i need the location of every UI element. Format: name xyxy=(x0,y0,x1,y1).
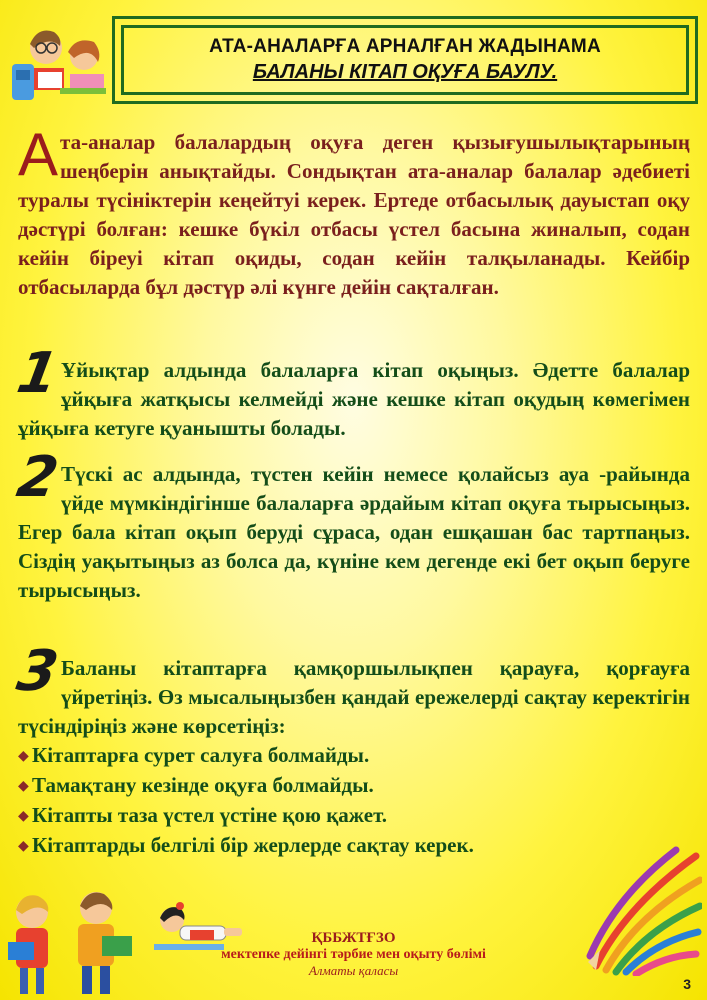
drop-cap: А xyxy=(18,121,59,188)
tip-1 xyxy=(12,341,690,443)
diamond-bullet-icon: ◆ xyxy=(18,779,29,794)
department-name: мектепке дейінгі тәрбие мен оқыту бөлімі xyxy=(221,947,486,962)
city-name: Алматы қаласы xyxy=(308,963,399,978)
tip-number: 3 xyxy=(12,639,63,704)
document-title: АТА-АНАЛАРҒА АРНАЛҒАН ЖАДЫНАМА xyxy=(209,36,601,57)
intro-text: та-аналар балалардың оқуға деген қызығушылықтарының шеңберін анықтайды. Сондықтан ата-аналар балалар әдебиеті туралы түсініктерін кеңейтуі керек. Ертеде отбасылық дауыстап оқу дәстүрі болған: кешке бүкіл отбасы үстел басына жиналып, содан кейін біреуі кітап оқиды, содан кейін талқыланады. Кейбір отбасыларда бұл дәстүр әлі күнге дейін сақталған. xyxy=(18,130,690,299)
title-frame-inner xyxy=(121,25,689,95)
diamond-bullet-icon: ◆ xyxy=(18,749,29,764)
document-subtitle: БАЛАНЫ КІТАП ОҚУҒА БАУЛУ. xyxy=(252,61,558,83)
tip-text: Түскі ас алдында, түстен кейін немесе қолайсыз ауа -райында үйде мүмкіндігінше балаларға әрдайым кітап оқуға тырысыңыз. Егер бала кітап оқып беруді сұраса, одан ешқашан бас тартпаңыз. Сіздің уақытыңыз аз болса да, күніне кем дегенде екі бет оқып беруге тырысыңыз. xyxy=(18,462,690,602)
list-item: ◆ Кітаптарға сурет салуға болмайды. xyxy=(18,741,690,771)
list-item: ◆ Кітапты таза үстел үстіне қою қажет. xyxy=(18,801,690,831)
tip-3 xyxy=(12,639,690,861)
page-number: 3 xyxy=(683,976,691,992)
tip-number: 2 xyxy=(12,445,63,510)
diamond-bullet-icon: ◆ xyxy=(18,809,29,824)
intro-paragraph xyxy=(18,121,690,302)
tip-text: Ұйықтар алдында балаларға кітап оқыңыз. Әдетте балалар ұйқыға жатқысы келмейді және кешке кітап оқудың көмегімен ұйқыға кетуге қуанышты болады. xyxy=(18,358,690,440)
tip-number: 1 xyxy=(12,341,63,406)
footer xyxy=(0,930,707,979)
rules-list xyxy=(18,741,690,861)
diamond-bullet-icon: ◆ xyxy=(18,839,29,854)
kids-reading-illustration xyxy=(4,18,112,108)
tip-text: Баланы кітаптарға қамқоршылықпен қарауға, қорғауға үйретіңіз. Өз мысалыңызбен қандай ережелерді сақтау керектігін түсіндіріңіз және көрсетіңіз: xyxy=(18,656,690,738)
tip-2 xyxy=(12,445,690,605)
organization-name: ҚББЖТҒЗО xyxy=(311,930,396,946)
list-item: ◆ Кітаптарды белгілі бір жерлерде сақтау керек. xyxy=(18,831,690,861)
list-item: ◆ Тамақтану кезінде оқуға болмайды. xyxy=(18,771,690,801)
title-frame xyxy=(112,16,698,104)
